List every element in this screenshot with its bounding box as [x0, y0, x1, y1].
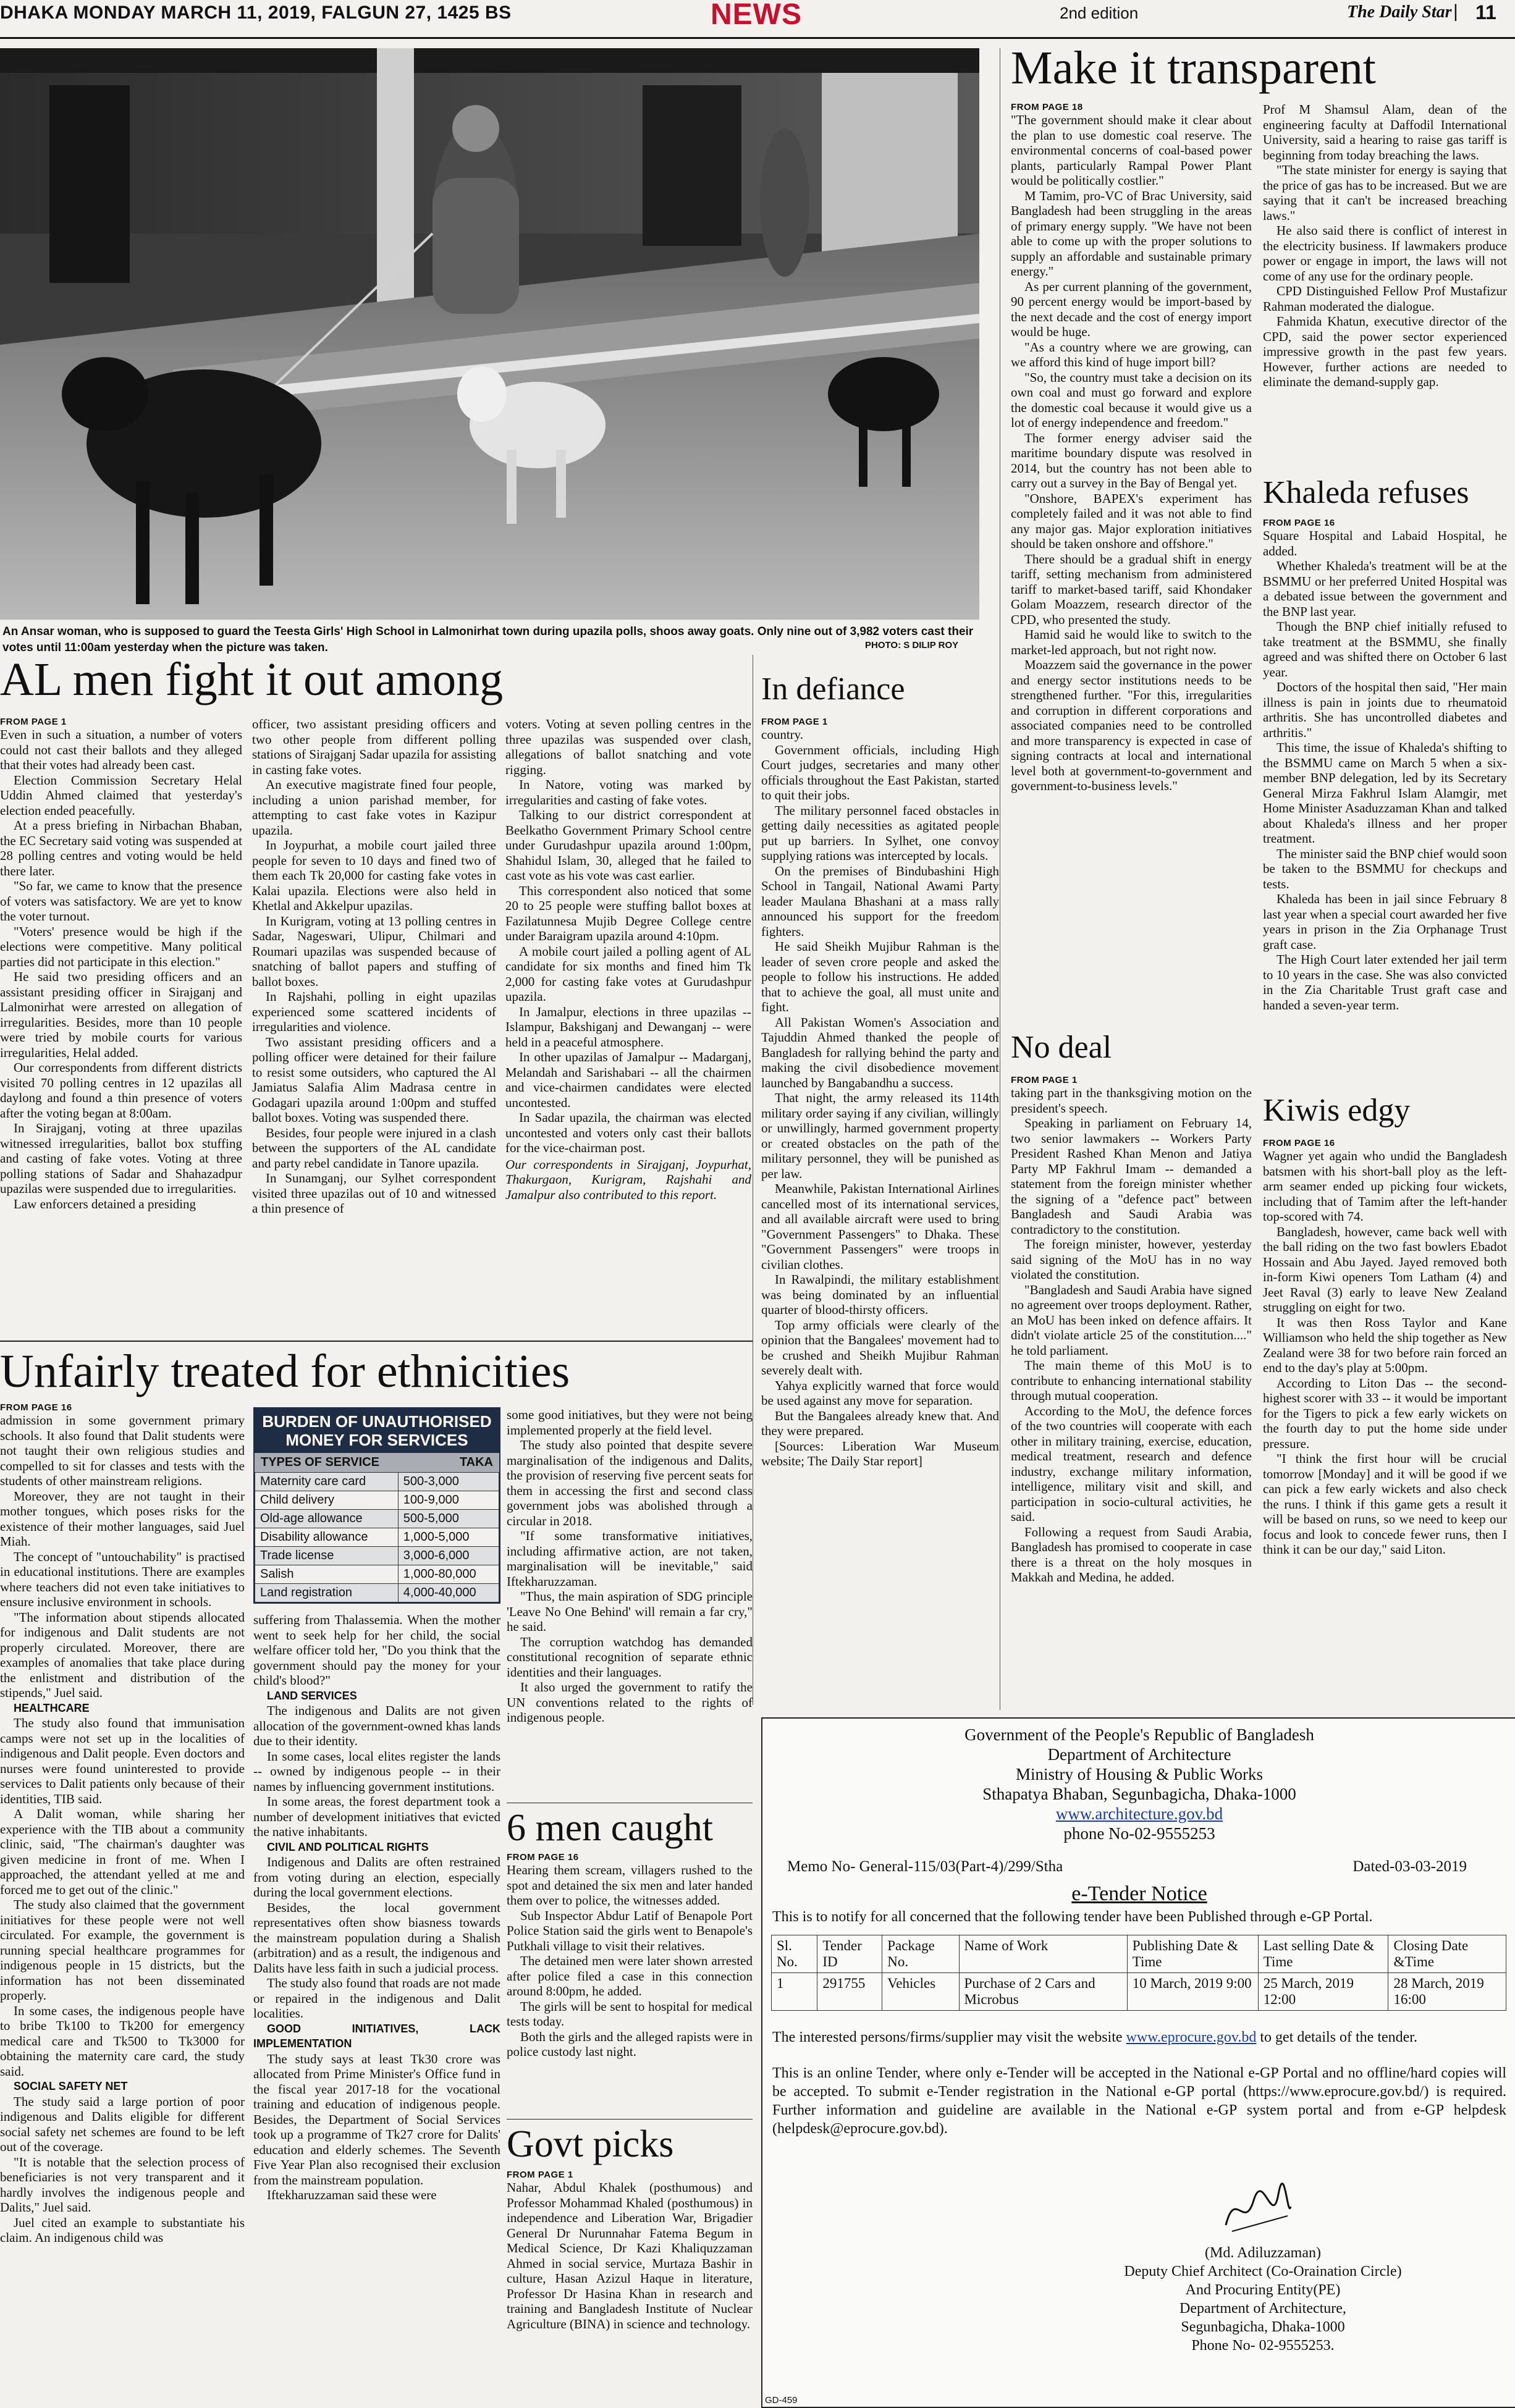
- paragraph: M Tamim, pro-VC of Brac University, said Bangladesh had been struggling in the areas of primary energy supply. "We have not been able to come up with the proper solutions to supply an affordable and sustainable primary energy.": [1011, 188, 1252, 279]
- tender-phone: phone No-02-9555253: [1063, 1824, 1215, 1843]
- headline-6-men-caught: 6 men caught: [507, 1807, 714, 1849]
- paragraph: As per current planning of the government, 90 percent energy would be import-based by the next decade and the cost of energy import would be huge.: [1011, 279, 1252, 339]
- paragraph: There should be a gradual shift in energy tariff, setting mechanism from administered tariff to market-based tariff, said Khondaker Golam Moazzem, research director of the CPD, who presented the study.: [1011, 551, 1252, 627]
- paragraph: The indigenous and Dalits are not given allocation of the government-owned khas lands due to their identity.: [253, 1703, 500, 1748]
- edition-label: 2nd edition: [1060, 4, 1139, 22]
- subheading: HEALTHCARE: [14, 1701, 90, 1714]
- headline-govt-picks: Govt picks: [507, 2123, 674, 2165]
- from-page-label: FROM PAGE 16: [1263, 518, 1335, 528]
- paragraph: In Sirajganj, voting at three upazilas witnessed irregularities, ballot box stuffing and casting of fake votes. Voting at three polling stations of Sadar and Shahazadpur upazilas were suspended due to irregularities.: [0, 1121, 242, 1196]
- org-line: Ministry of Housing & Public Works: [1015, 1765, 1264, 1783]
- paragraph: Khaleda has been in jail since February 8 last year when a special court awarded her five years in prison in the Zia Orphanage Trust graft case.: [1263, 891, 1507, 952]
- paragraph: "The state minister for energy is saying that the price of gas has to be increased. But we are saying that it can't be increased breaching laws.": [1263, 162, 1507, 223]
- paragraph: Election Commission Secretary Helal Uddin Ahmed claimed that yesterday's election ended peacefully.: [0, 772, 242, 818]
- paragraph: Nahar, Abdul Khalek (posthumous) and Professor Mohammad Khaled (posthumous) in independence and Liberation War, Brigadier General Dr Nurunnahar Fatema Begum in Medical Science, Dr Kazi Khaliquzzaman Ahmed in social service, Murtaza Bashir in culture, Hasan Azizul Haque in literature, Professor Dr Hasina Khan in research and training and Bangladesh Institute of Nuclear Agriculture (BINA) in science and technology.: [507, 2180, 753, 2331]
- khaleda-col: [1263, 518, 1507, 1012]
- paragraph: An executive magistrate fined four people, including a union parishad member, for attempting to cast fake votes in Kazipur upazila.: [252, 777, 496, 838]
- paragraph: Hamid said he would like to switch to the market-led approach, but not right now.: [1011, 627, 1252, 657]
- paragraph: Whether Khaleda's treatment will be at the BSMMU or her preferred United Hospital was a debated issue between the government and the BNP last year.: [1263, 558, 1507, 619]
- burden-col-taka: TAKA: [459, 1455, 493, 1469]
- paragraph: admission in some government primary schools. It also found that Dalit students were not taught their own religious studies and compelled to sit for classes and tests with the students of other mainstream religions.: [0, 1413, 245, 1488]
- news-photo: [0, 48, 979, 620]
- paragraph: Though the BNP chief initially refused to take treatment at the BSMMU, she finally agreed and was shifted there on October 6 last year.: [1263, 619, 1507, 680]
- paragraph: In Rajshahi, polling in eight upazilas experienced some scattered incidents of irregularities and violence.: [252, 989, 496, 1034]
- article-body: [507, 2180, 753, 2331]
- paragraph: According to the MoU, the defence forces of the two countries will cooperate with each other in military training, exercise, education, medical treatment, research and defence industry, exchange military information, intelligence, military visit and skill, and participation in socio-cultural activities, he said.: [1011, 1403, 1252, 1524]
- tender-dated: Dated-03-03-2019: [1353, 1858, 1467, 1875]
- burden-title: BURDEN OF UNAUTHORISED MONEY FOR SERVICES: [255, 1408, 499, 1453]
- article-body: [761, 727, 999, 1469]
- paragraph: "Thus, the main aspiration of SDG principle 'Leave No One Behind' will remain a far cry," he said.: [507, 1589, 753, 1634]
- paragraph: Besides, the local government representatives often show biasness towards the mainstream population during a Shalish (arbitration) and as a result, the indigenous and Dalits have less faith in such a judicial process.: [253, 1900, 500, 1976]
- paragraph: The foreign minister, however, yesterday said signing of the MoU has in no way violated the constitution.: [1011, 1237, 1252, 1282]
- paragraph: In Sadar upazila, the chairman was elected uncontested and voters only cast their ballots for the vice-chairman post.: [505, 1110, 751, 1155]
- paragraph: The concept of "untouchability" is practised in educational institutions. There are examples where teachers did not even take initiatives to ensure inclusive environment in schools.: [0, 1549, 245, 1609]
- paragraph: Talking to our district correspondent at Beelkatho Government Primary School centre under Gurudashpur upazila around 1:00pm, Shahidul Islam, 30, alleged that he failed to cast vote as his vote was cast earlier.: [505, 807, 751, 883]
- paragraph: In some cases, local elites register the lands -- owned by indigenous people -- in their names by influencing government institutions.: [253, 1748, 500, 1794]
- tender-title: [762, 1884, 1515, 1904]
- service-type: Maternity care card: [255, 1473, 399, 1491]
- taka-range: 1,000-80,000: [398, 1565, 499, 1584]
- paragraph: Following a request from Saudi Arabia, Bangladesh has promised to cooperate in case there is a threat on the holy mosques in Makkah and Medina, he added.: [1011, 1524, 1252, 1585]
- burden-col-header: [255, 1453, 499, 1472]
- tender-website[interactable]: [762, 1804, 1515, 1824]
- from-page-label: FROM PAGE 1: [507, 2170, 573, 2180]
- paragraph: In some cases, the indigenous people have to bribe Tk100 to Tk200 for emergency medical care and Tk500 to Tk3000 for obtaining the maternity care card, the study said.: [0, 2003, 245, 2079]
- burden-row: [255, 1528, 499, 1547]
- article-body: [252, 717, 496, 1216]
- paragraph: "I think the first hour will be crucial tomorrow [Monday] and it will be good if we can pick a few early wickets and also check the runs. I think if this game gets a result it will be based on runs, so we need to keep our focus and look to concede fewer runs, then I think it can be our day," said Liton.: [1263, 1451, 1507, 1557]
- paragraph: "It is notable that the selection process of beneficiaries is not very transparent and it hardly involves the indigenous people and Dalits," Juel said.: [0, 2154, 245, 2215]
- six-men-col: [507, 1852, 753, 2060]
- from-page-label: FROM PAGE 16: [1263, 1138, 1335, 1148]
- paragraph: Meanwhile, Pakistan International Airlines cancelled most of its international services, and all available aircraft were used to bring "Government Passengers" to Dhaka. These "Government Passengers" were troops in civilian clothes.: [761, 1181, 999, 1272]
- no-deal-col: [1011, 1075, 1252, 1585]
- headline-kiwis-edgy: Kiwis edgy: [1263, 1093, 1411, 1128]
- taka-range: 500-5,000: [398, 1510, 499, 1528]
- paragraph: Both the girls and the alleged rapists were in police custody last night.: [507, 2029, 753, 2059]
- paragraph: Two assistant presiding officers and a polling officer were detained for their failure to resist some outsiders, who captured the Al Jamiatus Salafia Alim Madrasa centre in Godagari upazila around 1:00pm and stuffed ballot boxes. Voting was suspended there.: [252, 1034, 496, 1125]
- tender-table-row: [772, 1973, 1506, 2011]
- kiwis-col: [1263, 1138, 1507, 1557]
- gd-number: GD-459: [765, 2395, 798, 2406]
- paragraph: A Dalit woman, while sharing her experience with the TIB about a community clinic, said, "The chairman's daughter was given medicine in front of me. When I approached, the attendant yelled at me and forced me to get out of the clinic.": [0, 1806, 245, 1897]
- paragraph: "Bangladesh and Saudi Arabia have signed no agreement over troops deployment. Rather, an MoU has been inked on defence affairs. It didn't violate article 25 of the constitution...." he told parliament.: [1011, 1282, 1252, 1358]
- tender-cell: 1: [772, 1973, 817, 2011]
- tender-table: [771, 1935, 1506, 2011]
- service-type: Land registration: [255, 1584, 399, 1602]
- article-body: [1263, 1148, 1507, 1557]
- e-tender-notice: [761, 1717, 1515, 2408]
- paragraph: He also said there is conflict of interest in the electricity business. If lawmakers produce power or engage in import, the laws will not come of any use for the ordinary people.: [1263, 223, 1507, 284]
- unfairly-col-2: [253, 1407, 500, 2406]
- taka-range: 500-3,000: [398, 1473, 499, 1491]
- paragraph: The corruption watchdog has demanded constitutional recognition of separate ethnic identities and their languages.: [507, 1634, 753, 1680]
- paragraph: Our correspondents from different districts visited 70 polling centres in 12 upazilas all daylong and found a thin presence of voters after the voting began at 8:00am.: [0, 1060, 242, 1121]
- article-body: [1263, 102, 1507, 390]
- tender-memo: Memo No- General-115/03(Part-4)/299/Stha: [787, 1858, 1063, 1875]
- org-line: Sthapatya Bhaban, Segunbagicha, Dhaka-1000: [982, 1785, 1296, 1803]
- burden-row: [255, 1473, 499, 1491]
- paragraph: Iftekharuzzaman said these were: [267, 2187, 437, 2202]
- paragraph: Besides, four people were injured in a clash between the supporters of the AL candidate and party rebel candidate in Tanore upazila.: [252, 1125, 496, 1171]
- service-type: Old-age allowance: [255, 1510, 399, 1528]
- photo-caption: An Ansar woman, who is supposed to guard the Teesta Girls' High School in Lalmonirhat town during upazila polls, shoos away goats. Only nine out of 3,982 voters cast their votes until 11:00am yesterday when the picture was taken.: [2, 625, 974, 654]
- burden-row: [255, 1565, 499, 1584]
- paragraph: The study said a large portion of poor indigenous and Dalits eligible for different social safety net schemes are found to be left out of the coverage.: [0, 2094, 245, 2154]
- paragraph: The main theme of this MoU is to contribute to enhancing international stability through mutual cooperation.: [1011, 1358, 1252, 1403]
- tender-table-header: [772, 1935, 1506, 1973]
- paragraph: CPD Distinguished Fellow Prof Mustafizur Rahman moderated the dialogue.: [1263, 284, 1507, 314]
- headline-unfairly-treated: Unfairly treated for ethnicities: [0, 1345, 570, 1397]
- paragraph: The detained men were later shown arrested after police filed a case in this connection around 8:00pm, he added.: [507, 1953, 753, 1998]
- from-page-label: FROM PAGE 1: [0, 717, 67, 727]
- paragraph: In Kurigram, voting at 13 polling centres in Sadar, Nageswari, Ulipur, Chilmari and Roumari upazilas was suspended because of snatching of ballot papers and stuffing of ballot boxes.: [252, 913, 496, 989]
- paragraph: The former energy adviser said the maritime boundary dispute was resolved in 2014, but the country has not been able to carry out a survey in the Bay of Bengal yet.: [1011, 430, 1252, 490]
- paragraph: It also urged the government to ratify the UN conventions related to the rights of indigenous people.: [507, 1680, 753, 1725]
- subheading: LAND SERVICES: [267, 1689, 357, 1702]
- tender-para-1: [762, 2011, 1515, 2047]
- paragraph: This time, the issue of Khaleda's shifting to the BSMMU came on March 5 when a six-member BNP delegation, led by its Secretary General Mirza Fakhrul Islam Alamgir, met Home Minister Asaduzzaman Khan and talked about Khaleda's illness and her proper treatment.: [1263, 740, 1507, 846]
- taka-range: 3,000-6,000: [398, 1547, 499, 1565]
- tender-cell: Last selling Date & Time: [1258, 1935, 1388, 1973]
- paragraph: Sub Inspector Abdur Latif of Benapole Port Police Station said the girls went to Benapole's Putkhali village to visit their relatives.: [507, 1908, 753, 1953]
- burden-row: [255, 1491, 499, 1510]
- al-men-col-1: [0, 717, 242, 1211]
- tender-cell: Package No.: [882, 1935, 959, 1973]
- signer-line: Segunbagicha, Dhaka-1000: [1181, 2319, 1345, 2335]
- paragraph: In other upazilas of Jamalpur -- Madarganj, Melandah and Sarishabari -- all the chairmen and vice-chairmen candidates were elected uncontested.: [505, 1050, 751, 1110]
- paragraph: Prof M Shamsul Alam, dean of the engineering faculty at Daffodil International University, said a hearing to raise gas tariff is beginning from today breaching the laws.: [1263, 102, 1507, 162]
- paragraph: "So, the country must take a decision on its own coal and must go forward and explore the domestic coal because it would give us a lot of energy independence and freedom.": [1011, 369, 1252, 430]
- separator: |: [1453, 1, 1458, 22]
- paragraph: "The information about stipends allocated for indigenous and Dalit students are not properly circulated. Moreover, there are examples of anomalies that take place during the enlistment and distribution of the stipends," Juel said.: [0, 1609, 245, 1700]
- service-type: Trade license: [255, 1547, 399, 1565]
- taka-range: 4,000-40,000: [398, 1584, 499, 1602]
- paragraph: The study also found that roads are not made or repaired in the indigenous and Dalit localities.: [253, 1976, 500, 2021]
- unfairly-col-3: [507, 1407, 753, 1725]
- tender-org-block: [762, 1725, 1515, 1804]
- paragraph: He said Sheikh Mujibur Rahman is the leader of seven crore people and asked the people to follow his instructions. He added that to achieve the goal, all must unite and fight.: [761, 939, 999, 1014]
- paragraph: "The government should make it clear about the plan to use domestic coal reserve. The environmental concerns of coal-based power plants, particularly Rampal Power Plant would be politically costlier.": [1011, 112, 1252, 188]
- tender-para-2: This is an online Tender, where only e-Tender will be accepted in the National e-GP Portal and no offline/hard copies will be accepted. To submit e-Tender registration in the National e-GP portal (https://www.eprocure.gov.bd/) is required. Further information and guideline are available in the National e-GP system portal and from e-GP helpdesk (helpdesk@eprocure.gov.bd).: [772, 2065, 1506, 2137]
- paragraph: According to Liton Das -- the second-highest scorer with 33 -- it would be important for the Tigers to pick a few early wickets on the fourth day to put the home side under pressure.: [1263, 1375, 1507, 1451]
- al-men-col-3: [505, 717, 751, 1202]
- eprocure-link[interactable]: www.eprocure.gov.bd: [1126, 2029, 1257, 2045]
- unfairly-col-1: [0, 1402, 245, 2406]
- paragraph: The girls will be sent to hospital for medical tests today.: [507, 1998, 753, 2029]
- from-page-label: FROM PAGE 1: [1011, 1075, 1078, 1085]
- subheading: GOOD INITIATIVES, LACK IMPLEMENTATION: [253, 2022, 500, 2050]
- paragraph: Fahmida Khatun, executive director of the CPD, said the power sector experienced impressive growth in the past few years. However, further actions are needed to eliminate the demand-supply gap.: [1263, 314, 1507, 389]
- tender-cell: Purchase of 2 Cars and Microbus: [959, 1973, 1127, 2011]
- tender-cell: Tender ID: [817, 1935, 882, 1973]
- paragraph: officer, two assistant presiding officers and two other people from different polling stations of Sirajganj Sadar upazila for assisting in casting fake votes.: [252, 717, 496, 777]
- paragraph: Wagner yet again who undid the Bangladesh batsmen with his short-ball ploy as the left-arm seamer ended up picking four wickets, including that of Tamim after the left-hander top-scored with 74.: [1263, 1148, 1507, 1224]
- from-page-label: FROM PAGE 16: [507, 1852, 579, 1863]
- headline-in-defiance: In defiance: [761, 671, 905, 707]
- paragraph: Hearing them scream, villagers rushed to the spot and detained the six men and later handed them over to police, the witnesses added.: [507, 1863, 753, 1908]
- masthead: [0, 0, 1515, 39]
- paragraph: Government officials, including High Court judges, secretaries and many other officials throughout the East Pakistan, started to quit their jobs.: [761, 742, 999, 802]
- paragraph: Indigenous and Dalits are often restrained from voting during an election, especially during the local government elections.: [253, 1854, 500, 1900]
- taka-range: 100-9,000: [398, 1491, 499, 1510]
- section-divider: [0, 1341, 753, 1342]
- paragraph: At a press briefing in Nirbachan Bhaban, the EC Secretary said voting was suspended at 28 polling centres and voting would be held there later.: [0, 818, 242, 878]
- paragraph: some good initiatives, but they were not being implemented properly at the field level.: [507, 1407, 753, 1438]
- paragraph: Square Hospital and Labaid Hospital, he added.: [1263, 528, 1507, 558]
- signer-line: Phone No- 02-9555253.: [1191, 2338, 1335, 2354]
- service-type: Disability allowance: [255, 1528, 399, 1547]
- burden-row: [255, 1584, 499, 1602]
- subheading: SOCIAL SAFETY NET: [14, 2080, 128, 2092]
- paragraph: Doctors of the hospital then said, "Her main illness is pain in joints due to rheumatoid arthritis. She has uncontrolled diabetes and arthritis.": [1263, 680, 1507, 740]
- tender-cell: 10 March, 2019 9:00: [1127, 1973, 1258, 2011]
- tender-title-text: e-Tender Notice: [1071, 1882, 1207, 1905]
- org-line: Department of Architecture: [1047, 1745, 1231, 1764]
- paragraph: suffering from Thalassemia. When the mother went to seek help for her child, the social welfare officer told her, "Do you think that the government should pay the money for your child's blood?": [253, 1612, 500, 1688]
- tender-memo-row: [762, 1843, 1515, 1875]
- paragraph: This correspondent also noticed that some 20 to 25 people were stuffing ballot boxes at Fazilatunnesa Mujib Degree College centre under Baraigram upazila around 4:10pm.: [505, 883, 751, 943]
- article-body: [505, 717, 751, 1156]
- service-type: Child delivery: [255, 1491, 399, 1510]
- paragraph: The study also found that immunisation camps were not set up in the localities of indigenous and Dalit people. Even doctors and nurses were found uninterested to provide services to Dalit patients only because of their identities, TIB said.: [0, 1715, 245, 1806]
- tender-cell: Closing Date &Time: [1388, 1935, 1506, 1973]
- burden-row: [255, 1510, 499, 1528]
- paragraph: "If some transformative initiatives, including affirmative action, are not taken, marginalisation will be inevitable," said Iftekharuzzaman.: [507, 1528, 753, 1589]
- paragraph: He said two presiding officers and an assistant presiding officer in Sirajganj and Lalmonirhat were arrested on allegation of irregularities. Besides, more than 10 people were tried by mobile courts for various irregularities, Helal added.: [0, 969, 242, 1060]
- paragraph: taking part in the thanksgiving motion on the president's speech.: [1011, 1085, 1252, 1116]
- article-body: [1011, 1085, 1252, 1585]
- subheading: CIVIL AND POLITICAL RIGHTS: [267, 1840, 429, 1853]
- article-body: [0, 727, 242, 1211]
- paragraph: Juel cited an example to substantiate his claim. An indigenous child was: [0, 2215, 245, 2245]
- page-number: 11: [1475, 1, 1496, 23]
- taka-range: 1,000-5,000: [398, 1528, 499, 1547]
- section-name: NEWS: [711, 0, 802, 31]
- from-page-label: FROM PAGE 18: [1011, 102, 1083, 112]
- paragraph: Moazzem said the governance in the power and energy sector institutions needs to be strengthened further. "For this, irregularities and corruption in different corporations and associated companies need to be controlled and more transparency is expected in case of signing contracts at local and international level both at government-to-government and government-to-business levels.": [1011, 657, 1252, 793]
- paragraph: Law enforcers detained a presiding: [14, 1196, 196, 1211]
- article-body: [1011, 112, 1252, 794]
- paragraph: In Jamalpur, elections in three upazilas -- Islampur, Bakshiganj and Dewanganj -- were held in a peaceful atmosphere.: [505, 1004, 751, 1050]
- signature-image: [1220, 2182, 1294, 2238]
- tender-cell: 28 March, 2019 16:00: [1388, 1973, 1506, 2011]
- tender-cell: 25 March, 2019 12:00: [1258, 1973, 1388, 2011]
- transparent-col-2: [1263, 102, 1507, 390]
- paragraph: [Sources: Liberation War Museum website; The Daily Star report]: [761, 1438, 999, 1468]
- article-body: [0, 1413, 245, 2246]
- signer-line: Deputy Chief Architect (Co-Oraination Circle): [1124, 2263, 1402, 2280]
- photo-credit: PHOTO: S DILIP ROY: [865, 640, 959, 650]
- paragraph: In some areas, the forest department took a number of development initiatives that evicted the native inhabitants.: [253, 1794, 500, 1839]
- headline-make-it-transparent: Make it transparent: [1011, 42, 1376, 94]
- tender-intro: This is to notify for all concerned that the following tender have been Published through e-GP Portal.: [772, 1909, 1373, 1925]
- paragraph: The military personnel faced obstacles in getting daily necessities as agitated people put up barriers. In Sylhet, one convoy supplying rations was intercepted by locals.: [761, 802, 999, 863]
- photo-ansar-woman-goats: [0, 48, 979, 620]
- govt-picks-col: [507, 2170, 753, 2331]
- tender-cell: Name of Work: [959, 1935, 1127, 1973]
- paragraph: All Pakistan Women's Association and Tajuddin Ahmed thanked the people of Bangladesh for rallying behind the party and making the civil disobedience movement launched by Bangabandhu a success.: [761, 1014, 999, 1090]
- article-body: [253, 1612, 500, 2203]
- paragraph: voters. Voting at seven polling centres in the three upazilas was suspended over clash, allegations of ballot snatching and vote rigging.: [505, 717, 751, 777]
- tender-para-1-text-end: to get details of the tender.: [1256, 2029, 1417, 2045]
- contributors-note: Our correspondents in Sirajganj, Joypurhat, Thakurgaon, Kurigram, Rajshahi and Jamalpur also contributed to this report.: [505, 1156, 751, 1202]
- paragraph: Moreover, they are not taught in their mother tongues, which poses risks for the existence of their mother languages, said Juel Miah.: [0, 1488, 245, 1549]
- defiance-col: [761, 717, 999, 1469]
- headline-al-men: AL men fight it out among: [0, 654, 504, 705]
- transparent-col-1: [1011, 102, 1252, 1072]
- paragraph: In Sunamganj, our Sylhet correspondent visited three upazilas out of 10 and witnessed a thin presence of: [252, 1171, 496, 1216]
- org-line: Government of the People's Republic of Bangladesh: [964, 1725, 1314, 1744]
- paragraph: The study also claimed that the government initiatives for these people were not well circulated. For example, the government is running special healthcare programmes for indigenous people in 15 districts, but the information has not been disseminated properly.: [0, 1897, 245, 2003]
- article-body: [1263, 528, 1507, 1012]
- paragraph: But the Bangalees already knew that. And they were prepared.: [761, 1408, 999, 1438]
- tender-cell: Sl. No.: [772, 1935, 817, 1973]
- burden-row: [255, 1547, 499, 1565]
- burden-table: [255, 1472, 499, 1602]
- tender-cell: 291755: [817, 1973, 882, 2011]
- paragraph: Bangladesh, however, came back well with the ball riding on the two fast bowlers Ebadot Hossain and Abu Jayed. Jayed removed both in-form Kiwi openers Tom Latham (4) and Jeet Raval (3) early to leave New Zealand struggling on eight for two.: [1263, 1224, 1507, 1315]
- signer-line: (Md. Adiluzzaman): [1205, 2245, 1321, 2261]
- paragraph: "Onshore, BAPEX's experiment has completely failed and it was not able to find any major gas. Major exploration initiatives should be taken onshore and offshore.": [1011, 490, 1252, 551]
- paragraph: The study also pointed that despite severe marginalisation of the indigenous and Dalits, the provision of reserving five percent seats for them in accessing the first and second class government jobs was abolished through a circular in 2018.: [507, 1438, 753, 1528]
- tender-website-link[interactable]: www.architecture.gov.bd: [1055, 1804, 1223, 1823]
- article-body: [507, 1863, 753, 2060]
- paragraph: The minister said the BNP chief would soon be taken to the BSMMU for checkups and tests.: [1263, 846, 1507, 891]
- burden-infobox: [253, 1407, 500, 1604]
- paragraph: The High Court later extended her jail term to 10 years in the case. She was also convicted in the Zia Charitable Trust graft case and handed a seven-year term.: [1263, 952, 1507, 1012]
- paragraph: In Joypurhat, a mobile court jailed three people for seven to 10 days and fined two of them each Tk 20,000 for casting fake votes in Kalai upazila. Elections were also held in Khetlal and Akkelpur upazilas.: [252, 838, 496, 913]
- section-divider: [507, 2119, 753, 2120]
- paragraph: A mobile court jailed a polling agent of AL candidate for six months and fined him Tk 2,000 for casting fake votes at Gurudashpur upazila.: [505, 943, 751, 1004]
- burden-col-service: TYPES OF SERVICE: [261, 1455, 379, 1469]
- tender-cell: Vehicles: [882, 1973, 959, 2011]
- signer-line: Department of Architecture,: [1180, 2301, 1346, 2317]
- paragraph: It was then Ross Taylor and Kane Williamson who held the ship together as New Zealand were 38 for two before rain forced an end to the day's play at 5:00pm.: [1263, 1315, 1507, 1375]
- paragraph: That night, the army released its 114th military order saying if any civilian, willingly or unwillingly, harmed government property or created obstacles on the path of the military personnel, they will be punished as per law.: [761, 1090, 999, 1181]
- paragraph: In Natore, voting was marked by irregularities and casting of fake votes.: [505, 777, 751, 807]
- paragraph: Top army officials were clearly of the opinion that the Bangalees' movement had to be crushed and Sheikh Mujibur Rahman severely dealt with.: [761, 1317, 999, 1378]
- paragraph: In Rawalpindi, the military establishment was being dominated by an influential quarter of blood-thirsty officers.: [761, 1272, 999, 1317]
- headline-khaleda-refuses: Khaleda refuses: [1263, 475, 1469, 510]
- paragraph: On the premises of Bindubashini High School in Tangail, National Awami Party leader Maulana Bhashani at a mass rally announced his support for the freedom fighters.: [761, 863, 999, 939]
- from-page-label: FROM PAGE 16: [0, 1402, 72, 1413]
- tender-cell: Publishing Date & Time: [1127, 1935, 1258, 1973]
- paper-name: The Daily Star: [1347, 2, 1452, 22]
- al-men-col-2: [252, 717, 496, 1216]
- paragraph: "Voters' presence would be high if the elections were competitive. Many political parties did not participate in this election.": [0, 924, 242, 969]
- article-body: [507, 1407, 753, 1725]
- paragraph: Yahya explicitly warned that force would be used against any move for separation.: [761, 1378, 999, 1408]
- paragraph: The study says at least Tk30 crore was allocated from Prime Minister's Office fund in the fiscal year 2017-18 for the vocational training and education of indigenous people. Besides, the Department of Social Services took up a programme of Tk27 crore for Dalits' education and elderly schemes. The Seventh Five Year Plan also recognised their exclusion from the mainstream population.: [253, 2051, 500, 2187]
- tender-signer: [1071, 2244, 1454, 2355]
- paragraph: Speaking in parliament on February 14, two senior lawmakers -- Workers Party President Rashed Khan Menon and Jatiya Party MP Fakhrul Imam -- demanded a statement from the foreign minister whether the signing of a "defence pact" between Bangladesh and Saudi Arabia was contradictory to the constitution.: [1011, 1116, 1252, 1237]
- service-type: Salish: [255, 1565, 399, 1584]
- from-page-label: FROM PAGE 1: [761, 717, 828, 727]
- paragraph: "As a country where we are growing, can we afford this kind of huge import bill?: [1011, 339, 1252, 369]
- paragraph: "So far, we came to know that the presence of voters was satisfactory. We are yet to know the voter turnout.: [0, 878, 242, 924]
- headline-no-deal: No deal: [1011, 1030, 1112, 1065]
- paragraph: Even in such a situation, a number of voters could not cast their ballots and they alleged that their votes had already been cast.: [0, 727, 242, 772]
- paragraph: country.: [761, 727, 804, 742]
- tender-para-1-text: The interested persons/firms/supplier may visit the website: [772, 2029, 1126, 2045]
- signer-line: And Procuring Entity(PE): [1185, 2282, 1341, 2298]
- dateline: DHAKA MONDAY MARCH 11, 2019, FALGUN 27, 1425 BS: [0, 2, 512, 23]
